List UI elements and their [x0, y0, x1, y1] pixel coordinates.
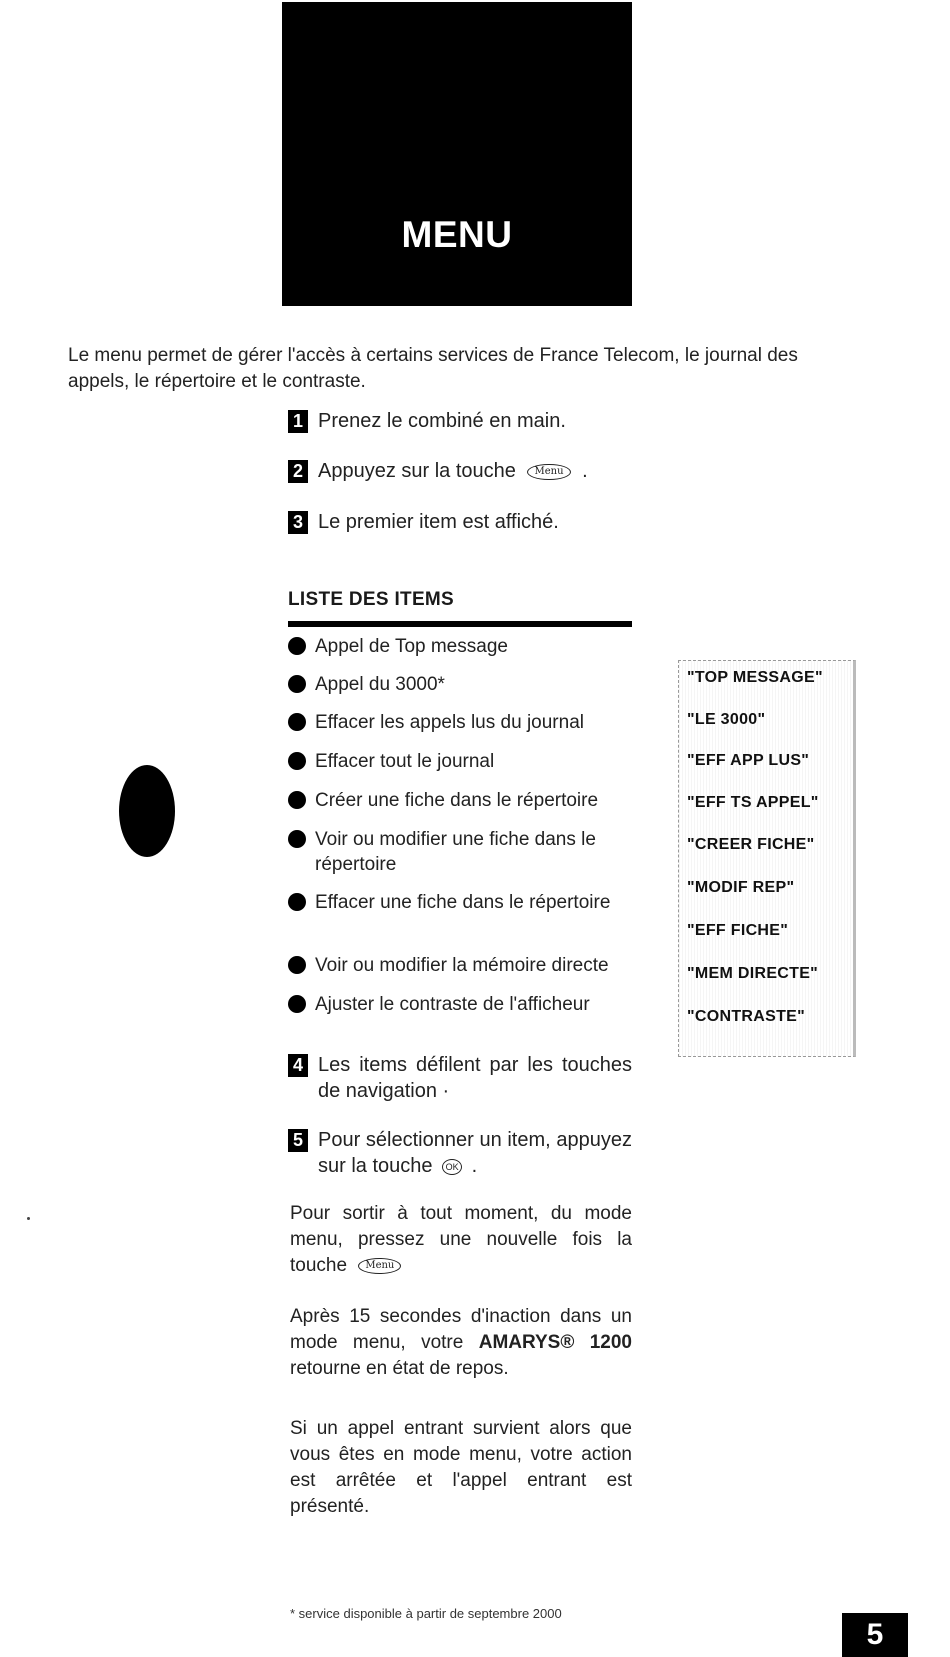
step-punct: . — [471, 1155, 478, 1177]
display-label: "CREER FICHE" — [687, 836, 815, 853]
bullet-icon — [288, 791, 306, 809]
exit-text: Pour sortir à tout moment, du mode menu, pressez une nouvelle fois la touche — [290, 1203, 632, 1276]
display-label: "TOP MESSAGE" — [687, 669, 823, 686]
bullet-icon — [288, 675, 306, 693]
ok-key-icon: OK — [442, 1159, 462, 1175]
step-number: 2 — [288, 460, 308, 483]
list-item — [288, 672, 632, 697]
list-item-text: Voir ou modifier une fiche dans le répertoire — [315, 829, 596, 875]
display-label: "LE 3000" — [687, 711, 766, 728]
step-2 — [288, 458, 588, 484]
list-item — [288, 634, 632, 659]
list-item — [288, 710, 632, 735]
page-number: 5 — [842, 1613, 908, 1657]
step-3 — [288, 509, 559, 535]
list-item-text: Effacer tout le journal — [315, 751, 495, 772]
list-item-text: Appel du 3000* — [315, 674, 445, 695]
step-text: Pour sélectionner un item, appuyez sur la touche — [318, 1129, 632, 1177]
list-item-text: Ajuster le contraste de l'afficheur — [315, 994, 590, 1015]
step-text: Le premier item est affiché. — [318, 511, 559, 533]
timeout-text-before: Après 15 secondes d'inaction dans un mode menu, votre — [290, 1306, 632, 1353]
step-text: Prenez le combiné en main. — [318, 410, 566, 432]
exit-paragraph — [290, 1201, 632, 1279]
list-item-text: Effacer les appels lus du journal — [315, 712, 584, 733]
step-text: Les items défilent par les touches de navigation — [318, 1054, 632, 1102]
step-text-wrap — [318, 1052, 632, 1104]
bullet-icon — [288, 713, 306, 731]
bullet-icon — [288, 752, 306, 770]
footnote: * service disponible à partir de septembre 2000 — [290, 1606, 562, 1621]
timeout-text-after: retourne en état de repos. — [290, 1358, 509, 1379]
title-banner — [282, 2, 632, 306]
list-item-text: Créer une fiche dans le répertoire — [315, 790, 599, 811]
list-item — [288, 788, 632, 813]
display-label: "MEM DIRECTE" — [687, 965, 819, 982]
step-number: 3 — [288, 511, 308, 534]
step-text-wrap — [318, 458, 588, 484]
margin-marker — [119, 765, 175, 857]
list-item — [288, 992, 632, 1017]
list-heading: LISTE DES ITEMS — [288, 589, 632, 627]
timeout-paragraph — [290, 1304, 632, 1382]
list-item — [288, 827, 632, 877]
list-item — [288, 953, 632, 978]
display-screen-labels — [678, 660, 856, 1057]
margin-speck — [27, 1217, 30, 1220]
display-label: "EFF TS APPEL" — [687, 794, 819, 811]
list-item — [288, 890, 632, 915]
menu-key-icon: Menu — [527, 464, 570, 480]
bullet-icon — [288, 956, 306, 974]
bullet-icon — [288, 637, 306, 655]
incoming-call-paragraph: Si un appel entrant survient alors que vous êtes en mode menu, votre action est arrêtée et l'appel entrant est présenté. — [290, 1418, 632, 1517]
step-punct: . — [582, 460, 588, 482]
step-text-wrap — [318, 1127, 632, 1179]
display-label: "MODIF REP" — [687, 879, 795, 896]
display-label: "CONTRASTE" — [687, 1008, 806, 1025]
display-label: "EFF APP LUS" — [687, 752, 810, 769]
product-name: AMARYS® 1200 — [478, 1332, 632, 1353]
menu-key-icon: Menu — [358, 1258, 401, 1274]
page-title: MENU — [401, 214, 513, 255]
intro-paragraph: Le menu permet de gérer l'accès à certains services de France Telecom, le journal des appels, le répertoire et le contraste. — [68, 345, 798, 392]
display-label: "EFF FICHE" — [687, 922, 789, 939]
bullet-icon — [288, 893, 306, 911]
step-4 — [288, 1052, 632, 1104]
step-1 — [288, 408, 566, 434]
step-text: Appuyez sur la touche — [318, 460, 516, 482]
step-number: 4 — [288, 1054, 308, 1077]
bullet-icon — [288, 995, 306, 1013]
list-item — [288, 749, 632, 774]
list-item-text: Appel de Top message — [315, 636, 508, 657]
step-number: 1 — [288, 410, 308, 433]
bullet-icon — [288, 830, 306, 848]
step-5 — [288, 1127, 632, 1179]
step-punct: · — [442, 1080, 450, 1102]
step-number: 5 — [288, 1129, 308, 1152]
list-item-text: Voir ou modifier la mémoire directe — [315, 955, 609, 976]
list-item-text: Effacer une fiche dans le répertoire — [315, 892, 611, 913]
